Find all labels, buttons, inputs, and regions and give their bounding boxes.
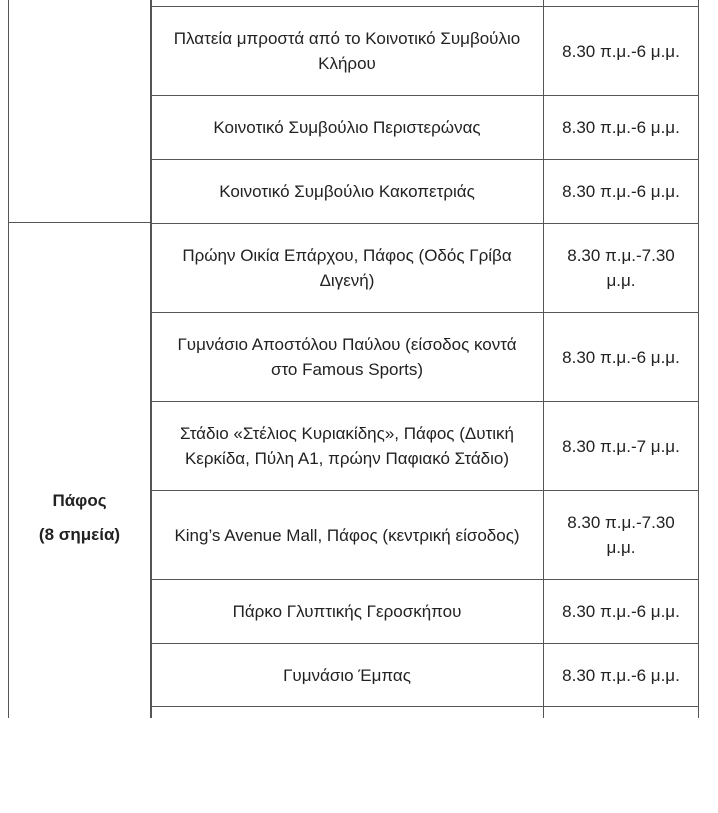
table-row	[151, 643, 699, 706]
table-row	[151, 706, 699, 726]
table-row	[151, 6, 699, 95]
table-row	[151, 579, 699, 643]
hours-cell: 8.30 π.μ.-7.30 μ.μ.	[567, 246, 675, 290]
place-cell: King’s Avenue Mall, Πάφος (κεντρική είσοδος)	[174, 525, 520, 545]
place-cell: Κοινοτικό Συμβούλιο Κακοπετριάς	[219, 182, 475, 201]
hours-cell: 8.30 π.μ.-6 μ.μ.	[562, 118, 680, 137]
hours-cell: 8.30 π.μ.-6 μ.μ.	[562, 347, 680, 367]
place-cell: Γυμνάσιο Αποστόλου Παύλου (είσοδος κοντά στο Famous Sports)	[177, 335, 517, 379]
place-cell: Κοινοτικό Συμβούλιο Περιστερώνας	[213, 118, 481, 137]
place-cell: Πάρκο Γλυπτικής Γεροσκήπου	[232, 602, 462, 621]
table-row	[151, 401, 699, 490]
region-cell-paphos	[9, 223, 150, 813]
table-row	[151, 159, 699, 223]
table-row	[151, 490, 699, 579]
region-cell-previous	[9, 0, 150, 222]
region-count: (8 σημεία)	[38, 525, 121, 544]
table-row	[151, 223, 699, 312]
vaccination-points-table	[8, 0, 699, 718]
hours-cell: 8.30 π.μ.-6 μ.μ.	[562, 41, 680, 61]
region-name: Πάφος	[52, 491, 107, 510]
table-row	[151, 95, 699, 159]
hours-cell: 8.30 π.μ.-6 μ.μ.	[562, 602, 680, 621]
table-row	[151, 312, 699, 401]
hours-cell: 8.30 π.μ.-6 μ.μ.	[562, 665, 680, 685]
place-cell: Γυμνάσιο Έμπας	[283, 665, 411, 685]
hours-cell: 8.30 π.μ.-6 μ.μ.	[562, 182, 680, 201]
place-cell: Πλατεία μπροστά από το Κοινοτικό Συμβούλιο Κλήρου	[173, 29, 521, 73]
hours-cell: 8.30 π.μ.-7 μ.μ.	[562, 436, 680, 456]
place-cell: Πρώην Οικία Επάρχου, Πάφος (Οδός Γρίβα Διγενή)	[182, 246, 512, 290]
place-cell: Στάδιο «Στέλιος Κυριακίδης», Πάφος (Δυτική Κερκίδα, Πύλη Α1, πρώην Παφιακό Στάδιο)	[180, 424, 514, 468]
hours-cell: 8.30 π.μ.-7.30 μ.μ.	[567, 513, 675, 557]
